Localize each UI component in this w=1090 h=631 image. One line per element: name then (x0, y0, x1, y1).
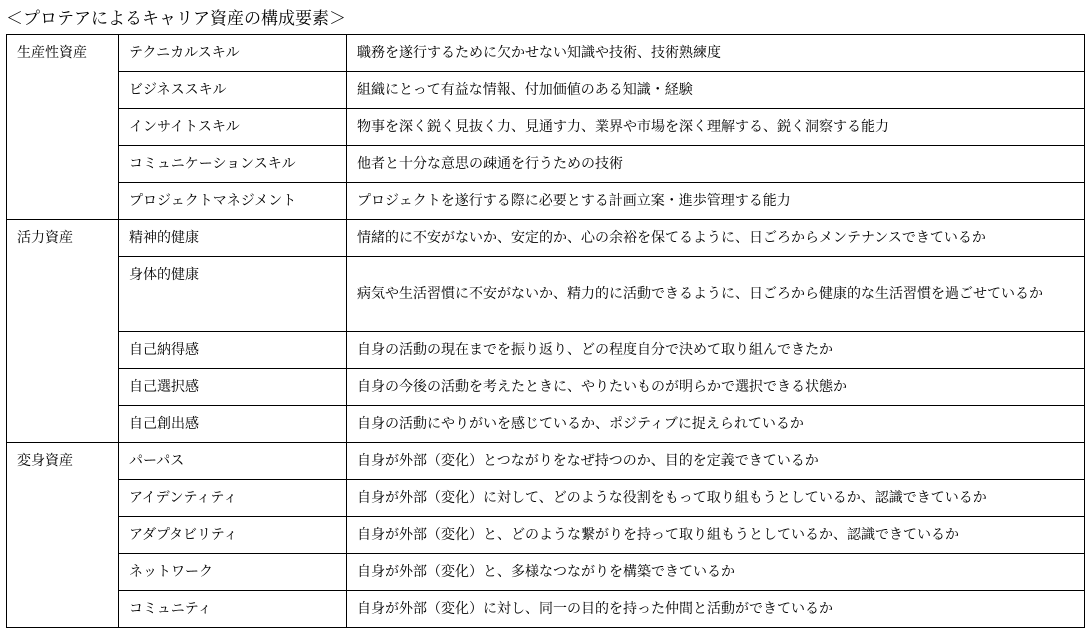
element-cell: パーパス (119, 443, 347, 480)
table-row (7, 332, 1085, 369)
element-cell: 精神的健康 (119, 220, 347, 257)
description-cell: 情緒的に不安がないか、安定的か、心の余裕を保てるように、日ごろからメンテナンスできているか (347, 220, 1085, 257)
element-cell: インサイトスキル (119, 109, 347, 146)
table-row (7, 554, 1085, 591)
table-row (7, 369, 1085, 406)
table-row (7, 517, 1085, 554)
element-cell: ビジネススキル (119, 72, 347, 109)
description-cell: プロジェクトを遂行する際に必要とする計画立案・進歩管理する能力 (347, 183, 1085, 220)
description-cell: 自身の今後の活動を考えたときに、やりたいものが明らかで選択できる状態か (347, 369, 1085, 406)
element-cell: 自己創出感 (119, 406, 347, 443)
table-row (7, 443, 1085, 480)
element-cell: 自己納得感 (119, 332, 347, 369)
description-cell: 自身が外部（変化）と、多様なつながりを構築できているか (347, 554, 1085, 591)
description-cell: 自身の活動の現在までを振り返り、どの程度自分で決めて取り組んできたか (347, 332, 1085, 369)
career-assets-table (6, 34, 1085, 628)
table-row (7, 406, 1085, 443)
element-cell: プロジェクトマネジメント (119, 183, 347, 220)
category-cell: 活力資産 (7, 220, 119, 443)
document-title: ＜プロテアによるキャリア資産の構成要素＞ (6, 9, 346, 29)
description-cell: 自身が外部（変化）に対して、どのような役割をもって取り組もうとしているか、認識できているか (347, 480, 1085, 517)
element-cell: コミュニティ (119, 591, 347, 628)
description-cell: 物事を深く鋭く見抜く力、見通す力、業界や市場を深く理解する、鋭く洞察する能力 (347, 109, 1085, 146)
element-cell: ネットワーク (119, 554, 347, 591)
element-cell: アダプタビリティ (119, 517, 347, 554)
element-cell: アイデンティティ (119, 480, 347, 517)
description-cell: 他者と十分な意思の疎通を行うための技術 (347, 146, 1085, 183)
element-cell: 身体的健康 (119, 257, 347, 332)
category-cell: 生産性資産 (7, 35, 119, 220)
table-row (7, 183, 1085, 220)
category-cell: 変身資産 (7, 443, 119, 628)
table-row (7, 109, 1085, 146)
table-row (7, 480, 1085, 517)
description-cell: 職務を遂行するために欠かせない知識や技術、技術熟練度 (347, 35, 1085, 72)
table-row (7, 591, 1085, 628)
description-cell: 自身が外部（変化）に対し、同一の目的を持った仲間と活動ができているか (347, 591, 1085, 628)
element-cell: テクニカルスキル (119, 35, 347, 72)
element-cell: 自己選択感 (119, 369, 347, 406)
table-row (7, 35, 1085, 72)
table-row (7, 257, 1085, 332)
table-row (7, 72, 1085, 109)
description-cell: 自身が外部（変化）とつながりをなぜ持つのか、目的を定義できているか (347, 443, 1085, 480)
description-cell: 組織にとって有益な情報、付加価値のある知識・経験 (347, 72, 1085, 109)
element-cell: コミュニケーションスキル (119, 146, 347, 183)
table-row (7, 220, 1085, 257)
table-row (7, 146, 1085, 183)
description-cell: 病気や生活習慣に不安がないか、精力的に活動できるように、日ごろから健康的な生活習慣を過ごせているか (347, 257, 1085, 332)
description-cell: 自身が外部（変化）と、どのような繋がりを持って取り組もうとしているか、認識できているか (347, 517, 1085, 554)
description-cell: 自身の活動にやりがいを感じているか、ポジティブに捉えられているか (347, 406, 1085, 443)
